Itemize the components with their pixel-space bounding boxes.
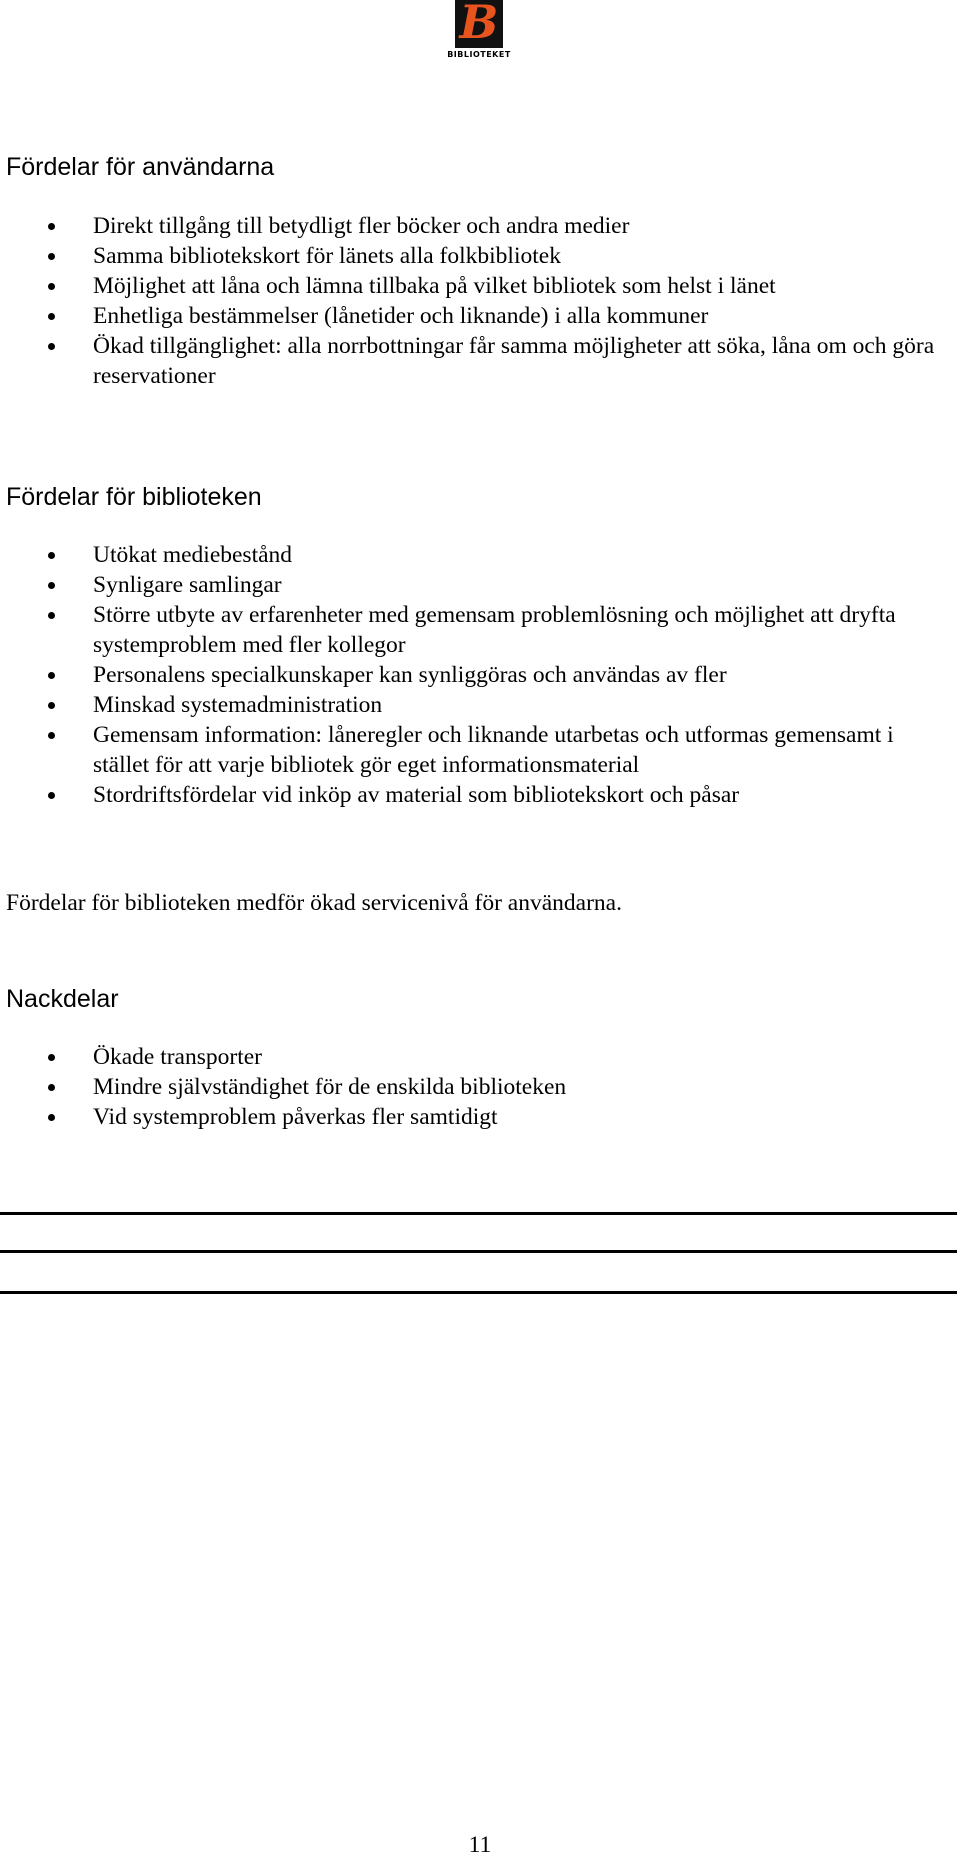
list-item <box>0 660 940 690</box>
list-item <box>0 570 940 600</box>
list-item <box>0 720 940 780</box>
heading-user-benefits: Fördelar för användarna <box>6 153 275 181</box>
user-benefits-list <box>0 211 940 391</box>
list-item <box>0 271 940 301</box>
bullet-icon <box>48 702 55 709</box>
library-benefits-list <box>0 540 940 810</box>
list-item <box>0 211 940 241</box>
list-item-text: Minskad systemadministration <box>93 692 383 718</box>
list-item-text: Utökat mediebestånd <box>93 542 293 568</box>
list-item-text: Ökad tillgänglighet: alla norrbottningar får samma möjligheter att söka, låna om och göra reservationer <box>93 333 935 389</box>
heading-disadvantages: Nackdelar <box>6 985 119 1013</box>
list-item-text: Möjlighet att låna och lämna tillbaka på vilket bibliotek som helst i länet <box>93 273 776 299</box>
list-item-text: Gemensam information: låneregler och liknande utarbetas och utformas gemensamt i stället för att varje bibliotek gör eget informationsmaterial <box>93 722 894 778</box>
heading-library-benefits: Fördelar för biblioteken <box>6 483 262 511</box>
logo-letter: B <box>459 0 499 49</box>
list-item <box>0 331 940 391</box>
bullet-icon <box>48 582 55 589</box>
bullet-icon <box>48 223 55 230</box>
library-benefits-conclusion: Fördelar för biblioteken medför ökad servicenivå för användarna. <box>6 890 622 916</box>
divider-line <box>0 1250 957 1253</box>
bullet-icon <box>48 1084 55 1091</box>
bullet-icon <box>48 732 55 739</box>
logo-mark <box>455 0 503 48</box>
bibliotek-logo <box>441 0 517 64</box>
list-item <box>0 1072 940 1102</box>
bullet-icon <box>48 1114 55 1121</box>
bullet-icon <box>48 343 55 350</box>
bullet-icon <box>48 552 55 559</box>
list-item-text: Större utbyte av erfarenheter med gemensam problemlösning och möjlighet att dryfta systemproblem med fler kollegor <box>93 602 896 658</box>
bullet-icon <box>48 672 55 679</box>
list-item-text: Ökade transporter <box>93 1044 262 1070</box>
logo-text: BIBLIOTEKET <box>447 50 511 59</box>
bullet-icon <box>48 792 55 799</box>
list-item <box>0 1102 940 1132</box>
list-item-text: Mindre självständighet för de enskilda biblioteken <box>93 1074 567 1100</box>
disadvantages-list <box>0 1042 940 1132</box>
bullet-icon <box>48 313 55 320</box>
list-item-text: Enhetliga bestämmelser (lånetider och liknande) i alla kommuner <box>93 303 709 329</box>
list-item <box>0 241 940 271</box>
list-item <box>0 690 940 720</box>
page-number: 11 <box>468 1832 492 1858</box>
list-item-text: Direkt tillgång till betydligt fler böcker och andra medier <box>93 213 630 239</box>
list-item-text: Stordriftsfördelar vid inköp av material som bibliotekskort och påsar <box>93 782 740 808</box>
list-item-text: Personalens specialkunskaper kan synliggöras och användas av fler <box>93 662 727 688</box>
divider-line <box>0 1291 957 1294</box>
divider-line <box>0 1212 957 1215</box>
list-item-text: Vid systemproblem påverkas fler samtidigt <box>93 1104 498 1130</box>
list-item <box>0 301 940 331</box>
list-item-text: Synligare samlingar <box>93 572 282 598</box>
list-item <box>0 540 940 570</box>
bullet-icon <box>48 612 55 619</box>
list-item <box>0 1042 940 1072</box>
list-item <box>0 780 940 810</box>
list-item <box>0 600 940 660</box>
bullet-icon <box>48 1054 55 1061</box>
list-item-text: Samma bibliotekskort för länets alla folkbibliotek <box>93 243 561 269</box>
bullet-icon <box>48 283 55 290</box>
bullet-icon <box>48 253 55 260</box>
